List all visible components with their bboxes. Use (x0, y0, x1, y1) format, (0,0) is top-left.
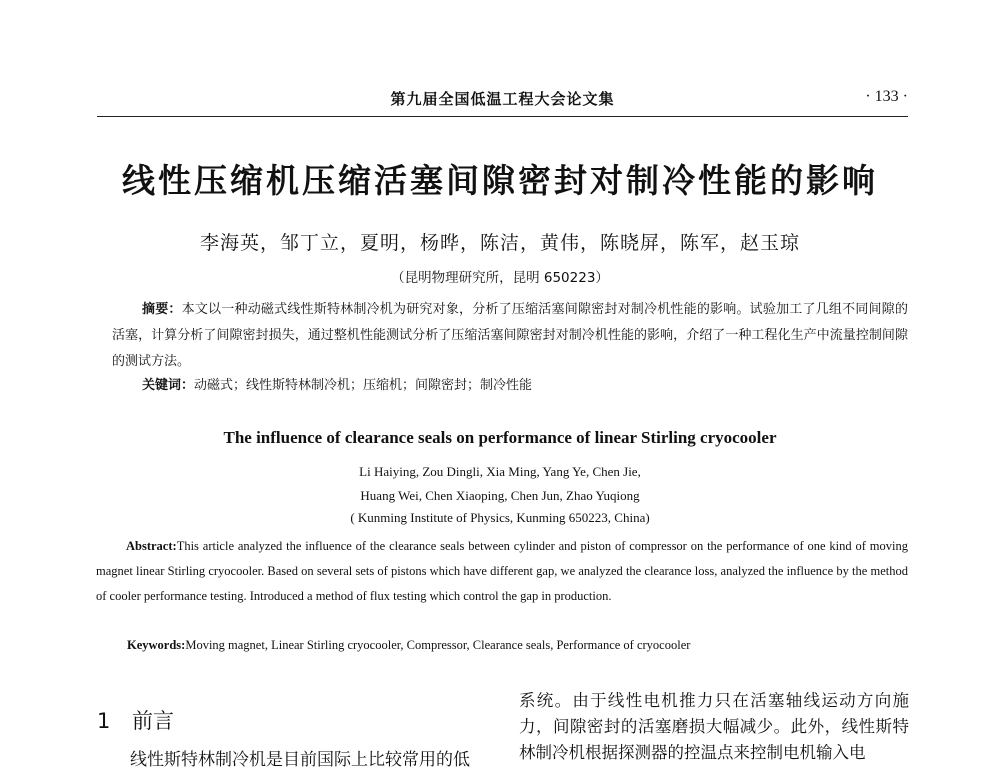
paper-title-en: The influence of clearance seals on performance of linear Stirling cryocooler (223, 428, 777, 447)
affiliation-cn: （昆明物理研究所，昆明 650223） (391, 270, 609, 286)
running-header (97, 88, 908, 117)
abstract-cn-label: 摘要： (142, 302, 182, 317)
section-number: 1 (97, 709, 111, 733)
abstract-cn-text: 本文以一种动磁式线性斯特林制冷机为研究对象，分析了压缩活塞间隙密封对制冷机性能的影响。试验加工了几组不同间隙的活塞，计算分析了间隙密封损失，通过整机性能测试分析了压缩活塞间隙密封对制冷机性能的影响，介绍了一种工程化生产中流量控制间隙的测试方法。 (112, 302, 908, 369)
authors-en-line1: Li Haiying, Zou Dingli, Xia Ming, Yang Ye, Chen Jie, (359, 464, 641, 479)
authors-en (0, 460, 1000, 508)
affiliation-en: ( Kunming Institute of Physics, Kunming 650223, China) (350, 510, 650, 525)
body-text-left-column: 线性斯特林制冷机是目前国际上比较常用的低 (130, 750, 470, 770)
keywords-en (127, 638, 690, 653)
keywords-cn-text: 动磁式；线性斯特林制冷机；压缩机；间隙密封；制冷性能 (194, 378, 533, 393)
abstract-en-text: This article analyzed the influence of the clearance seals between cylinder and piston of compressor on the performance of one kind of moving magnet linear Stirling cryocooler. Based on several sets of pistons which have different gap, we analyzed the clearance loss, analyzed the influence by the method of cooler performance testing. Introduced a method of flux testing which control the gap in production. (96, 539, 908, 603)
keywords-cn (142, 375, 532, 397)
section-heading (97, 705, 174, 735)
abstract-en-label: Abstract: (126, 539, 177, 553)
paper-title-cn: 线性压缩机压缩活塞间隙密封对制冷性能的影响 (122, 161, 878, 200)
abstract-en (96, 534, 908, 609)
keywords-cn-label: 关键词： (142, 378, 195, 393)
journal-title: 第九届全国低温工程大会论文集 (390, 90, 615, 108)
body-text-right-column: 系统。由于线性电机推力只在活塞轴线运动方向施力，间隙密封的活塞磨损大幅减少。此外，线性斯特林制冷机根据探测器的控温点来控制电机输入电 (519, 691, 909, 762)
keywords-en-label: Keywords: (127, 638, 186, 652)
keywords-en-text: Moving magnet, Linear Stirling cryocooler, Compressor, Clearance seals, Performance of cryocooler (185, 638, 691, 652)
page-number: · 133 · (865, 88, 908, 105)
abstract-cn (112, 297, 908, 375)
authors-cn: 李海英，邹丁立，夏明，杨晔，陈洁，黄伟，陈晓屏，陈军，赵玉琼 (199, 232, 800, 254)
authors-en-line2: Huang Wei, Chen Xiaoping, Chen Jun, Zhao Yuqiong (360, 488, 640, 503)
section-title: 前言 (132, 709, 174, 733)
